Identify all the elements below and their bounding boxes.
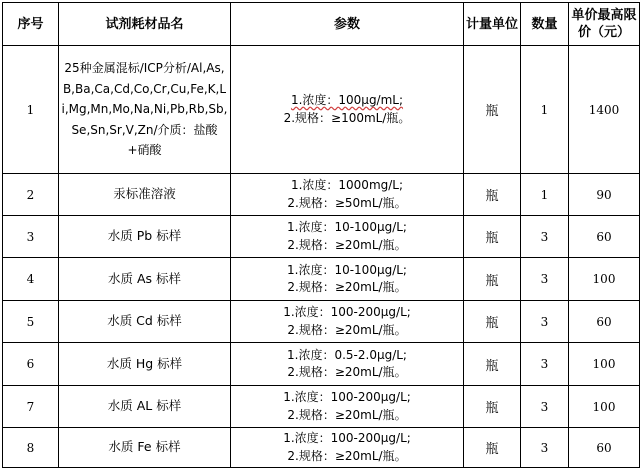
table-row — [3, 258, 640, 301]
row-params — [231, 174, 464, 216]
row-qty: 3 — [521, 216, 569, 258]
header-params: 参数 — [231, 3, 464, 46]
row-index: 5 — [3, 301, 59, 343]
header-price: 单价最高限价（元） — [569, 3, 640, 46]
row-concentration: 1.浓度：0.5-2.0μg/L; — [287, 347, 407, 362]
row-qty: 3 — [521, 301, 569, 343]
row-params — [231, 428, 464, 468]
row-price: 100 — [569, 386, 640, 428]
row-price: 1400 — [569, 46, 640, 174]
row-item: 汞标准溶液 — [59, 174, 231, 216]
row-unit: 瓶 — [464, 386, 521, 428]
row-qty: 3 — [521, 428, 569, 468]
row-price: 60 — [569, 301, 640, 343]
row-spec: 2.规格：≥20mL/瓶。 — [287, 322, 407, 337]
row-item: 水质 Cd 标样 — [59, 301, 231, 343]
reagent-table — [2, 2, 640, 468]
row-params — [231, 216, 464, 258]
table-row — [3, 46, 640, 174]
row-item: 水质 Hg 标样 — [59, 343, 231, 386]
header-index: 序号 — [3, 3, 59, 46]
row-price: 100 — [569, 258, 640, 301]
row-unit: 瓶 — [464, 428, 521, 468]
row-index: 6 — [3, 343, 59, 386]
row-params — [231, 386, 464, 428]
row-unit: 瓶 — [464, 343, 521, 386]
row-unit: 瓶 — [464, 258, 521, 301]
row-index: 7 — [3, 386, 59, 428]
row-index: 1 — [3, 46, 59, 174]
row-spec: 2.规格：≥20mL/瓶。 — [287, 448, 407, 463]
row-params — [231, 258, 464, 301]
table-row — [3, 216, 640, 258]
row-qty: 1 — [521, 46, 569, 174]
table-row — [3, 386, 640, 428]
row-index: 3 — [3, 216, 59, 258]
row-index: 4 — [3, 258, 59, 301]
row-spec: 2.规格：≥20mL/瓶。 — [287, 407, 407, 422]
table-row — [3, 174, 640, 216]
row-item: 水质 Pb 标样 — [59, 216, 231, 258]
table-row — [3, 343, 640, 386]
header-qty: 数量 — [521, 3, 569, 46]
row-price: 100 — [569, 343, 640, 386]
header-unit: 计量单位 — [464, 3, 521, 46]
row-unit: 瓶 — [464, 174, 521, 216]
row-item: 水质 Fe 标样 — [59, 428, 231, 468]
row-spec: 2.规格：≥20mL/瓶。 — [287, 365, 407, 379]
header-item: 试剂耗材品名 — [59, 3, 231, 46]
table-row — [3, 301, 640, 343]
row-unit: 瓶 — [464, 301, 521, 343]
row-params — [231, 343, 464, 386]
row-concentration: 1.浓度：100-200μg/L; — [283, 390, 411, 404]
row-spec: 2.规格：≥20mL/瓶。 — [287, 237, 407, 252]
row-concentration: 1.浓度：100-200μg/L; — [283, 305, 411, 319]
row-unit: 瓶 — [464, 46, 521, 174]
row-spec: 2.规格：≥100mL/瓶。 — [283, 110, 411, 125]
row-params — [231, 46, 464, 174]
row-unit: 瓶 — [464, 216, 521, 258]
row-item: 25种金属混标/ICP分析/Al,As,B,Ba,Ca,Cd,Co,Cr,Cu,Fe,K,Li,Mg,Mn,Mo,Na,Ni,Pb,Rb,Sb,Se,Sn,Sr,V,Zn/介质：盐酸+硝酸 — [59, 46, 231, 174]
row-index: 2 — [3, 174, 59, 216]
row-spec: 2.规格：≥20mL/瓶。 — [287, 280, 407, 294]
row-concentration: 1.浓度：100-200μg/L; — [283, 431, 411, 445]
header-row — [3, 3, 640, 46]
row-price: 60 — [569, 428, 640, 468]
row-concentration: 1.浓度：10-100μg/L; — [287, 220, 407, 234]
row-qty: 3 — [521, 386, 569, 428]
row-concentration: 1.浓度：1000mg/L; — [290, 178, 404, 192]
row-params — [231, 301, 464, 343]
row-item: 水质 As 标样 — [59, 258, 231, 301]
row-item: 水质 AL 标样 — [59, 386, 231, 428]
row-qty: 1 — [521, 174, 569, 216]
row-concentration: 1.浓度：100μg/mL; — [290, 93, 404, 107]
row-concentration: 1.浓度：10-100μg/L; — [287, 262, 407, 277]
row-index: 8 — [3, 428, 59, 468]
row-spec: 2.规格：≥50mL/瓶。 — [287, 195, 407, 210]
row-qty: 3 — [521, 343, 569, 386]
row-price: 60 — [569, 216, 640, 258]
table-row — [3, 428, 640, 468]
row-qty: 3 — [521, 258, 569, 301]
row-price: 90 — [569, 174, 640, 216]
